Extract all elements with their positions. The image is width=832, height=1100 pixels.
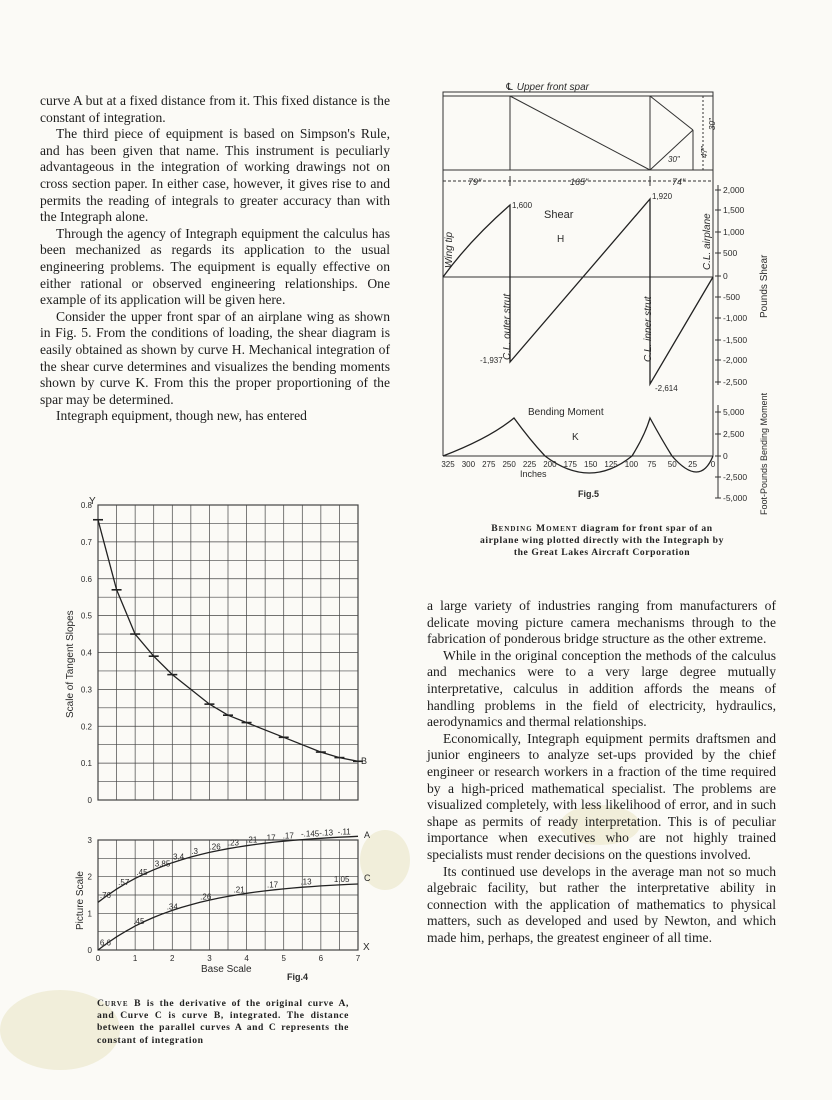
- curve-a-value: .17: [264, 833, 276, 843]
- curve-c-value: .17: [267, 880, 279, 890]
- outer-strut-label: C.L. outer strut: [502, 293, 513, 360]
- curve-a-value: 3.85: [154, 859, 171, 869]
- caption-lead: Bending Moment: [491, 523, 578, 534]
- shear-tick-label: 0: [723, 271, 728, 281]
- x-tick-label: 1: [132, 954, 138, 963]
- bottom-y-tick-label: 3: [87, 836, 92, 845]
- dim-label: 74": [672, 177, 686, 187]
- paragraph: Its continued use develops in the average man not so much algebraic facility, but rather the interpretative ability in connection with the application of mathematics to physical matters, such as developed and used by Newton, and which made him, perhaps, the greatest engineer of all time.: [427, 863, 776, 945]
- curve-b-label: B: [361, 756, 368, 766]
- moment-tick-label: 0: [723, 451, 728, 461]
- peak-label: -1,937: [480, 356, 503, 365]
- curve-a-value: .76: [99, 890, 111, 900]
- caption-text: is the derivative of the original curve A, and Curve C is curve B, integrated. The distance between the parallel curves A and C represents the constant of integration: [97, 998, 349, 1046]
- curve-a-value: .26: [209, 842, 221, 852]
- shear-tick-label: 2,000: [723, 185, 745, 195]
- x-tick-label: 125: [604, 460, 618, 469]
- curve-h-label: H: [557, 234, 565, 245]
- paragraph: a large variety of industries ranging from manufacturers of delicate moving picture camera mechanisms through to the fabrication of ponderous bridge structure as the other extreme.: [427, 598, 776, 647]
- paragraph: While in the original conception the methods of the calculus and mechanics were to a very large degree mutually interpretative, calculus in addition affords the means of handling problems in the field of electricity, hydraulics, aerodynamics and thermal relationships.: [427, 647, 776, 730]
- x-tick-label: 25: [688, 460, 698, 469]
- x-tick-label: 325: [441, 460, 455, 469]
- paragraph: Consider the upper front spar of an airplane wing as shown in Fig. 5. From the conditions of loading, the shear diagram is easily obtained as shown by curve H. Mechanical integration of the shear curve determines and visualizes the bending moments shown by curve K. From this the proper proportioning of the spar may be determined.: [40, 308, 390, 407]
- shear-tick-label: 500: [723, 248, 738, 258]
- top-y-tick-label: 0.1: [80, 759, 92, 769]
- moment-axis-label: Foot-Pounds Bending Moment: [759, 392, 769, 515]
- moment-title: Bending Moment: [528, 407, 604, 418]
- top-y-label: Scale of Tangent Slopes: [65, 610, 76, 718]
- x-tick-label: 100: [624, 460, 639, 469]
- x-tick-label: 75: [647, 460, 657, 469]
- curve-c-label: C: [364, 873, 371, 883]
- x-axis-label: Inches: [520, 469, 547, 479]
- curve-c-value: 1.05: [333, 875, 350, 885]
- dim-label: 79": [468, 177, 482, 187]
- x-axis-letter: X: [363, 942, 370, 953]
- curve-a-value: .57: [118, 878, 130, 888]
- top-y-tick-label: 0.3: [80, 685, 92, 695]
- x-tick-label: 175: [563, 460, 577, 469]
- curve-a-label: A: [364, 830, 371, 840]
- top-y-tick-label: 0.2: [80, 722, 92, 732]
- x-tick-label: 4: [244, 954, 249, 963]
- curve-c-value: .45: [133, 917, 145, 927]
- curve-a-value: -.11: [337, 827, 351, 837]
- wing-tip-label: Wing tip: [444, 231, 455, 268]
- bottom-y-label: Picture Scale: [75, 871, 86, 930]
- curve-a-value: .3: [191, 846, 198, 856]
- moment-tick-label: 5,000: [723, 407, 745, 417]
- x-tick-label: 3: [207, 954, 212, 963]
- x-tick-label: 2: [170, 954, 175, 963]
- curve-c-value: .21: [233, 885, 245, 895]
- peak-label: 1,920: [652, 192, 673, 201]
- curve-a-value: .17: [282, 831, 294, 841]
- x-tick-label: 0: [710, 460, 716, 469]
- top-y-tick-label: 0.5: [80, 611, 92, 621]
- moment-tick-label: -2,500: [723, 472, 748, 482]
- y-axis-letter: Y: [89, 496, 96, 507]
- x-tick-label: 225: [522, 460, 537, 469]
- fig4-caption: [97, 998, 349, 1047]
- peak-label: 1,600: [512, 201, 533, 210]
- shear-tick-label: -1,000: [723, 313, 748, 323]
- bottom-y-tick-label: 0: [87, 946, 92, 955]
- x-tick-label: 0: [95, 954, 101, 963]
- dim-label: 165": [570, 177, 589, 187]
- top-y-tick-label: 0: [87, 796, 92, 805]
- x-tick-label: 5: [281, 954, 286, 963]
- paragraph: Through the agency of Integraph equipment the calculus has been mechanized as regards its application to the usual engineering problems. The equipment is equally effective on either rational or observed engineering relationships. One example of its application will be given here.: [40, 225, 390, 308]
- curve-c-value: .26: [200, 892, 212, 902]
- shear-tick-label: -1,500: [723, 335, 748, 345]
- x-tick-label: 6: [318, 954, 324, 963]
- top-y-tick-label: 0.6: [80, 574, 92, 584]
- curve-a-value: -.145: [301, 829, 320, 839]
- curve-c-value: 6.6: [99, 938, 111, 948]
- x-tick-label: 300: [461, 460, 476, 469]
- shear-tick-label: 1,500: [723, 205, 745, 215]
- x-tick-label: 7: [355, 954, 361, 963]
- bottom-y-tick-label: 1: [87, 909, 92, 919]
- curve-a-value: .45: [136, 867, 148, 877]
- shear-axis-label: Pounds Shear: [759, 254, 770, 318]
- x-tick-label: 50: [667, 460, 677, 469]
- peak-label: -2,614: [655, 384, 678, 393]
- paragraph: curve A but at a fixed distance from it. This fixed distance is the constant of integration.: [40, 93, 390, 125]
- shear-tick-label: -2,500: [723, 377, 748, 387]
- curve-a-value: .21: [246, 835, 258, 845]
- shear-tick-label: -2,000: [723, 355, 748, 365]
- bottom-y-tick-label: 2: [87, 872, 92, 882]
- top-y-tick-label: 0.8: [80, 501, 92, 510]
- paragraph: Economically, Integraph equipment permits draftsmen and junior engineers to analyze set-ups provided by the chief engineer or research workers in a fraction of the time required by a high-priced mathematical specialist. The problems are visualized completely, with less likelihood of error, and in such shape as permits of ready interpretation. This is of peculiar importance when executives who are not highly trained specialists must render decisions on the questions involved.: [427, 730, 776, 862]
- caption-text: diagram for front spar of an airplane wing plotted directly with the Integraph by the Great Lakes Aircraft Corporation: [480, 523, 724, 559]
- moment-tick-label: 2,500: [723, 429, 745, 439]
- cl-airplane-label: C.L. airplane: [702, 213, 713, 270]
- top-y-tick-label: 0.7: [80, 537, 92, 547]
- moment-tick-label: -5,000: [723, 493, 748, 503]
- shear-tick-label: 1,000: [723, 227, 745, 237]
- x-tick-label: 200: [543, 460, 557, 469]
- x-tick-label: 150: [584, 460, 598, 469]
- shear-tick-label: -500: [723, 292, 741, 302]
- inner-strut-label: C.L. inner strut: [643, 296, 654, 362]
- fig4-number: Fig.4: [287, 972, 309, 982]
- shear-title: Shear: [544, 209, 574, 221]
- paragraph: Integraph equipment, though new, has entered: [56, 408, 307, 424]
- spar-title: ℄ Upper front spar: [505, 82, 589, 93]
- curve-a-value: .23: [227, 838, 239, 848]
- x-axis-label: Base Scale: [201, 964, 252, 975]
- x-tick-label: 275: [482, 460, 496, 469]
- dim-label: 30": [668, 155, 680, 164]
- paragraph: The third piece of equipment is based on Simpson's Rule, and has been given that name. This instrument is peculiarly advantageous in the integration of working drawings not on cross section paper. In either case, however, it gives rise to and permits the reading of integrals to greater accuracy than with the Integraph alone.: [40, 126, 390, 225]
- curve-a-value: -.13: [319, 828, 334, 838]
- curve-c-value: .34: [166, 902, 178, 912]
- caption-lead: Curve B: [97, 998, 142, 1009]
- x-tick-label: 250: [502, 460, 516, 469]
- dim-label: 47": [700, 146, 709, 158]
- curve-c-value: .13: [300, 877, 312, 887]
- curve-a-value: 3.4: [173, 852, 185, 862]
- top-y-tick-label: 0.4: [80, 648, 92, 658]
- curve-k-label: K: [572, 432, 579, 443]
- fig5-number: Fig.5: [578, 489, 600, 499]
- dim-label: 30": [708, 118, 717, 130]
